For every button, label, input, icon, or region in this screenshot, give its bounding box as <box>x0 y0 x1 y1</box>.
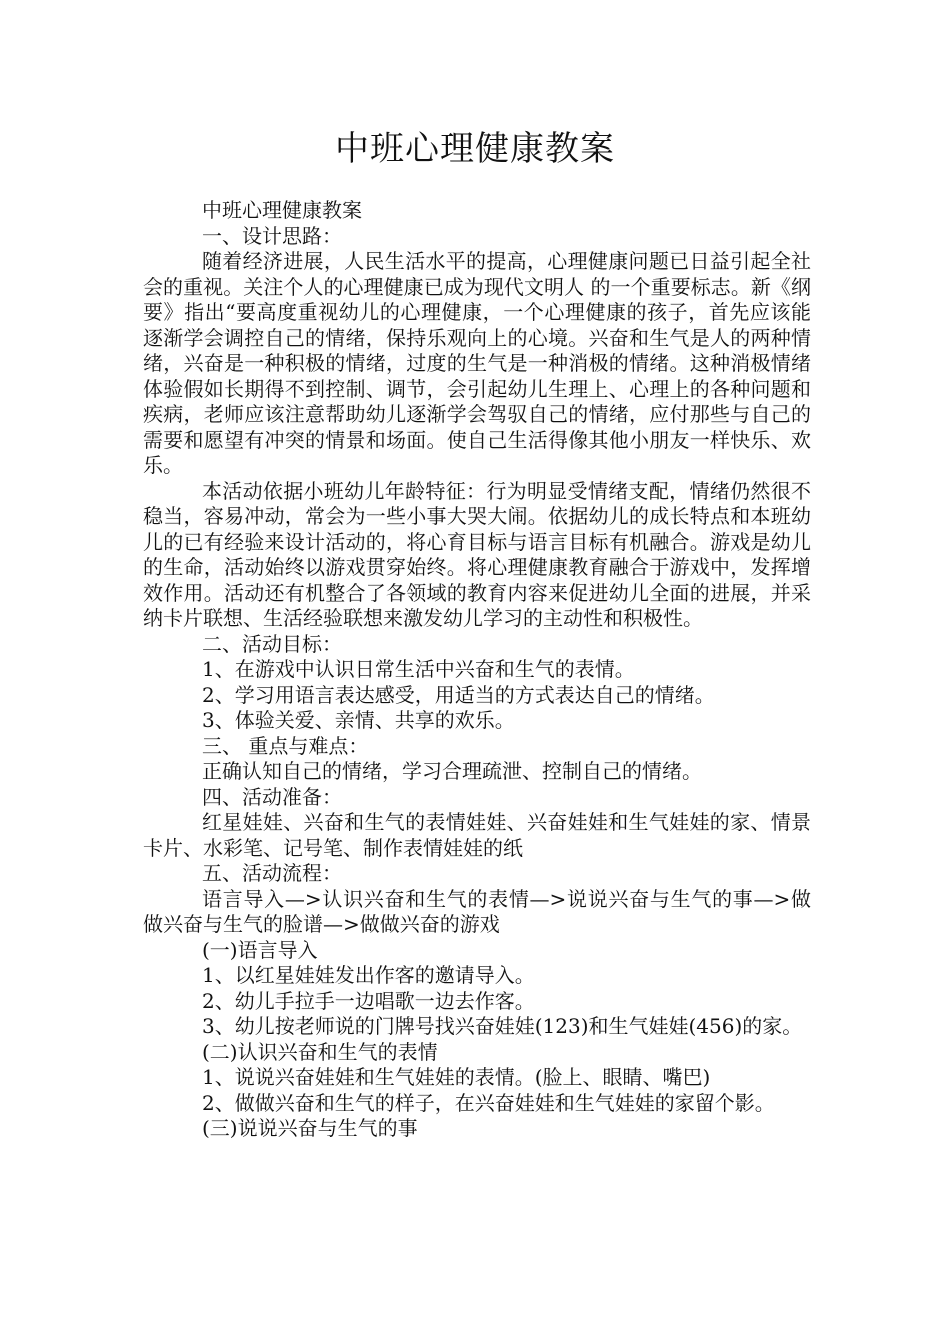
list-item: 3、幼儿按老师说的门牌号找兴奋娃娃(123)和生气娃娃(456)的家。 <box>202 1014 803 1038</box>
paragraph: 本活动依据小班幼儿年龄特征：行为明显受情绪支配，情绪仍然很不稳当，容易冲动，常会为一些小事大哭大闹。依据幼儿的成长特点和本班幼儿的已有经验来设计活动的，将心育目标与语言目标有机融合。游戏是幼儿的生命，活动始终以游戏贯穿始终。将心理健康教育融合于游戏中，发挥增效作用。活动还有机整合了各领域的教育内容来促进幼儿全面的进展，并采纳卡片联想、生活经验联想来激发幼儿学习的主动性和积极性。 <box>143 478 811 630</box>
list-item: 3、体验关爱、亲情、共享的欢乐。 <box>202 708 515 732</box>
section-heading: 二、活动目标： <box>202 631 342 656</box>
paragraph: 语言导入—>认识兴奋和生气的表情—>说说兴奋与生气的事—>做做兴奋与生气的脸谱—>做做兴奋的游戏 <box>143 886 811 936</box>
subsection-heading: (二)认识兴奋和生气的表情 <box>202 1039 438 1064</box>
paragraph: 正确认知自己的情绪，学习合理疏泄、控制自己的情绪。 <box>202 759 702 783</box>
subsection-heading: (三)说说兴奋与生气的事 <box>202 1116 418 1140</box>
list-item: 2、学习用语言表达感受，用适当的方式表达自己的情绪。 <box>202 682 715 707</box>
list-item: 1、说说兴奋娃娃和生气娃娃的表情。(脸上、眼睛、嘴巴) <box>202 1065 711 1089</box>
list-item: 1、在游戏中认识日常生活中兴奋和生气的表情。 <box>202 657 635 681</box>
list-item: 2、幼儿手拉手一边唱歌一边去作客。 <box>202 988 535 1013</box>
paragraph: 中班心理健康教案 <box>202 198 362 222</box>
section-heading: 一、设计思路： <box>202 223 342 248</box>
paragraph: 随着经济进展，人民生活水平的提高，心理健康问题已日益引起全社会的重视。关注个人的心理健康已成为现代文明人 的一个重要标志。新《纲要》指出“要高度重视幼儿的心理健康，一个心理健康的孩子，首先应该能逐渐学会调控自己的情绪，保持乐观向上的心境。兴奋和生气是人的两种情绪，兴奋是一种积极的情绪，过度的生气是一种消极的情绪。这种消极情绪体验假如长期得不到控制、调节，会引起幼儿生理上、心理上的各种问题和疾病，老师应该注意帮助幼儿逐渐学会驾驭自己的情绪，应付那些与自己的需要和愿望有冲突的情景和场面。使自己生活得像其他小朋友一样快乐、欢乐。 <box>143 249 811 477</box>
list-item: 1、以红星娃娃发出作客的邀请导入。 <box>202 963 535 987</box>
subsection-heading: (一)语言导入 <box>202 937 318 962</box>
document-body <box>143 198 811 1142</box>
list-item: 2、做做兴奋和生气的样子，在兴奋娃娃和生气娃娃的家留个影。 <box>202 1090 775 1115</box>
section-heading: 四、活动准备： <box>202 784 342 809</box>
paragraph: 红星娃娃、兴奋和生气的表情娃娃、兴奋娃娃和生气娃娃的家、情景卡片、水彩笔、记号笔、制作表情娃娃的纸 <box>143 810 811 860</box>
section-heading: 五、活动流程： <box>202 861 342 885</box>
document-title: 中班心理健康教案 <box>335 129 615 169</box>
section-heading: 三、 重点与难点： <box>202 733 369 758</box>
